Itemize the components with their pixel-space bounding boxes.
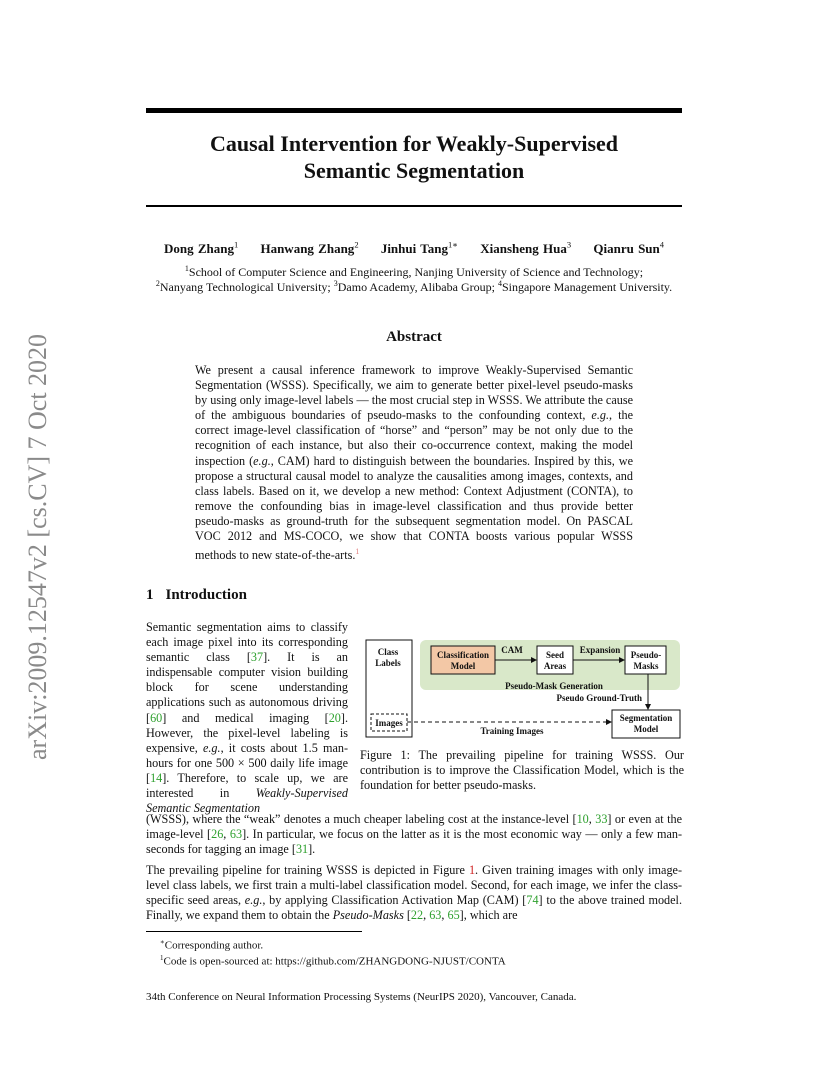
- citation-link[interactable]: 31: [295, 842, 309, 857]
- text-run: ] or even at the image-level [: [146, 812, 683, 842]
- text-run: , by applying Classification Activation Map (CAM) [: [262, 893, 527, 908]
- text-run: ,: [423, 908, 430, 923]
- classification-model-label: Model: [450, 661, 476, 671]
- text-run: e.g.: [591, 408, 610, 423]
- author: Xiansheng Hua$^3$: [480, 240, 572, 257]
- intro-paragraph-column: [146, 620, 348, 816]
- text-run: Pseudo-Masks: [332, 908, 404, 923]
- text-run: [: [403, 908, 411, 923]
- paper-title: [146, 130, 682, 184]
- title-line-2: Semantic Segmentation: [303, 158, 525, 183]
- text-run: Semantic segmentation aims to classify each image pixel into its corresponding semantic class [: [146, 620, 348, 665]
- affiliation-line-2: $^2$Nanyang Technological University; $^3$Damo Academy, Alibaba Group; $^4$Singapore Management University.: [155, 279, 673, 294]
- text-run: ] and medical imaging [: [162, 710, 329, 725]
- text-run: , the correct image-level classification of “horse” and “person” may be not only due to the recognition of each instance, but also their co-occurrence context, making the model inspection (: [195, 408, 633, 468]
- arxiv-identifier: [20, 290, 54, 760]
- citation-link[interactable]: 60: [150, 710, 163, 725]
- pseudo-masks-label: Pseudo-: [630, 650, 662, 660]
- author: Qianru Sun$^4$: [593, 240, 665, 257]
- text-run: ,: [441, 908, 448, 923]
- citation-link[interactable]: 37: [250, 650, 264, 665]
- text-run: The prevailing pipeline for training WSSS is depicted in Figure: [146, 863, 469, 877]
- citation-link[interactable]: 10: [576, 812, 589, 826]
- text-run: ]. However, the pixel-level labeling is expensive,: [146, 710, 348, 755]
- citation-link[interactable]: 65: [447, 908, 460, 923]
- citation-link[interactable]: 63: [429, 908, 442, 923]
- section-heading: [146, 587, 247, 604]
- cam-label: CAM: [501, 645, 523, 655]
- training-images-label: Training Images: [480, 726, 544, 736]
- section-title: Introduction: [165, 587, 247, 603]
- text-run: ]. Therefore, to scale up, we are interested in: [146, 770, 348, 801]
- author-list: [146, 240, 682, 257]
- abstract-heading: Abstract: [386, 329, 442, 345]
- citation-link[interactable]: 33: [595, 812, 608, 826]
- text-run: We present a causal inference framework to improve Weakly-Supervised Semantic Segmentation (WSSS). Specifically, we aim to generate better pixel-level pseudo-masks by using only image-level labels — the most crucial step in WSSS. We attribute the cause of the ambiguous boundaries of pseudo-masks to the confounding context,: [195, 363, 633, 423]
- segmentation-model-label: Model: [633, 724, 659, 734]
- text-run: (WSSS), where the “weak” denotes a much cheaper labeling cost at the instance-level [: [146, 812, 577, 826]
- citation-link[interactable]: 20: [328, 710, 341, 725]
- pseudo-masks-label: Masks: [633, 661, 659, 671]
- images-label: Images: [375, 718, 403, 728]
- text-run: ,: [588, 812, 596, 826]
- footnote-corresponding: ∗Corresponding author.: [160, 938, 264, 952]
- citation-link[interactable]: 22: [410, 908, 424, 923]
- title-line-1: Causal Intervention for Weakly-Supervised: [209, 131, 619, 156]
- segmentation-model-label: Segmentation: [619, 713, 673, 723]
- figure-reference-link[interactable]: 1: [468, 863, 476, 877]
- class-labels-label: Class: [377, 647, 399, 657]
- text-run: ]. In particular, we focus on the latter as it is the most economic way — only a few man-seconds for tagging an image [: [146, 827, 683, 857]
- title-bottom-rule: [146, 205, 682, 207]
- citation-link[interactable]: 74: [526, 893, 539, 908]
- author: Dong Zhang$^1$: [163, 240, 239, 257]
- footnote-rule: [146, 931, 362, 932]
- seed-areas-label: Areas: [543, 661, 567, 671]
- footnote-code: $^1$Code is open-sourced at: https://github.com/ZHANGDONG-NJUST/CONTA: [160, 954, 506, 968]
- text-run: e.g.: [202, 740, 221, 755]
- pseudo-ground-truth-label: Pseudo Ground-Truth: [556, 693, 642, 703]
- citation-link[interactable]: 14: [150, 770, 163, 785]
- text-run: Weakly-Supervised Semantic Segmentation: [146, 786, 348, 816]
- abstract-body: [195, 363, 633, 563]
- author: Hanwang Zhang$^2$: [260, 240, 359, 257]
- text-run: e.g.: [253, 453, 271, 468]
- text-run: . Given training images with only image-level class labels, we first train a multi-label classification model. Second, for each image, we infer the class-specific seed areas,: [146, 863, 683, 908]
- author: Jinhui Tang$^{1∗}$: [380, 240, 458, 257]
- class-labels-label: Labels: [375, 658, 401, 668]
- intro-paragraph-2: [146, 863, 682, 923]
- text-run: ]. It is an indispensable computer vision building block for scene understanding applications such as autonomous driving [: [146, 650, 348, 725]
- citation-link[interactable]: 63: [229, 827, 243, 842]
- text-run: e.g.: [244, 893, 263, 908]
- pipeline-figure: [362, 638, 682, 744]
- footnote-marker[interactable]: 1: [355, 547, 360, 557]
- text-run: , CAM) hard to distinguish between the boundaries. Inspired by this, we propose a structural causal model to analyze the causalities among images, contexts, and class labels. Based on it, we develop a new method: Context Adjustment (CONTA), to remove the confounding bias in image-level classification and thus provide better pseudo-masks as ground-truth for the subsequent segmentation model. On PASCAL VOC 2012 and MS-COCO, we show that CONTA boosts various popular WSSS methods to new state-of-the-arts.: [195, 453, 634, 563]
- seed-areas-label: Seed: [546, 650, 564, 660]
- figure-caption: Figure 1: The prevailing pipeline for training WSSS. Our contribution is to improve the Classification Model, which is the foundation for better pseudo-masks.: [360, 748, 684, 793]
- section-number: 1: [146, 587, 154, 603]
- text-run: , it costs about 1.5 man-hours for one 500 × 500 daily life image [: [146, 740, 349, 785]
- expansion-label: Expansion: [579, 645, 621, 655]
- affiliation-line-1: $^1$School of Computer Science and Engineering, Nanjing University of Science and Technology;: [184, 264, 644, 279]
- text-run: ,: [223, 827, 230, 842]
- arxiv-identifier-text: arXiv:2009.12547v2 [cs.CV] 7 Oct 2020: [23, 333, 52, 760]
- text-run: ].: [308, 842, 316, 857]
- title-top-rule: [146, 108, 682, 113]
- text-run: ] to the above trained model. Finally, we expand them to obtain the: [146, 893, 682, 923]
- pseudo-mask-generation-label: Pseudo-Mask Generation: [505, 681, 603, 691]
- classification-model-label: Classification: [436, 650, 490, 660]
- citation-link[interactable]: 26: [211, 827, 224, 842]
- intro-paragraph-continued: [146, 812, 682, 857]
- venue-footer: 34th Conference on Neural Information Processing Systems (NeurIPS 2020), Vancouver, Canada.: [146, 991, 577, 1003]
- text-run: ], which are: [459, 908, 518, 923]
